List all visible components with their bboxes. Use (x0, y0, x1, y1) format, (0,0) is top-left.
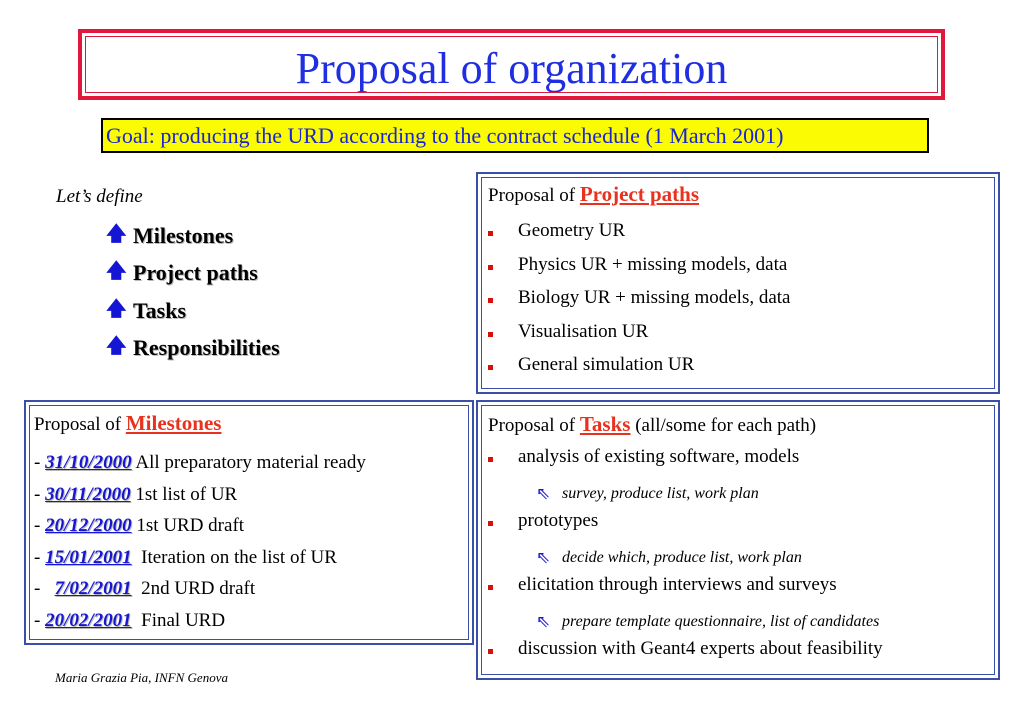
up-arrow-icon: 🡅 (106, 222, 127, 245)
milestone-row (34, 510, 466, 542)
milestone-text: Iteration on the list of UR (131, 546, 337, 568)
milestone-dash: - (34, 483, 46, 505)
tasks-heading-suffix: (all/some for each path) (630, 415, 817, 436)
list-item (488, 220, 992, 254)
up-left-arrow-icon: ⇖ (536, 548, 551, 567)
heading-prefix: Proposal of (488, 185, 580, 206)
task-item (488, 638, 992, 670)
milestone-text: Final URD (131, 609, 226, 631)
list-item-text: Visualisation UR (518, 320, 649, 342)
task-item (488, 510, 992, 542)
milestone-row (34, 542, 466, 574)
tasks-highlight: Tasks (579, 412, 631, 436)
define-list (106, 217, 280, 367)
define-item-label: Project paths (133, 260, 258, 286)
define-item-label: Tasks (133, 297, 187, 323)
milestones-panel (24, 400, 474, 645)
square-bullet-icon (488, 365, 493, 370)
task-item-text: analysis of existing software, models (518, 446, 800, 467)
project-paths-heading (488, 182, 992, 220)
milestone-date: 7/02/2001 (54, 578, 132, 599)
up-arrow-icon: 🡅 (106, 335, 127, 358)
title-box (78, 29, 945, 100)
task-item (488, 574, 992, 606)
task-item-text: discussion with Geant4 experts about feasibility (518, 638, 883, 659)
up-left-arrow-icon: ⇖ (536, 612, 551, 631)
milestone-row (34, 605, 466, 637)
up-left-arrow-icon: ⇖ (536, 484, 551, 503)
square-bullet-icon (488, 521, 493, 526)
goal-banner: Goal: producing the URD according to the contract schedule (1 March 2001) (101, 118, 929, 153)
slide-title: Proposal of organization (295, 44, 728, 93)
milestone-text: 1st list of UR (130, 483, 238, 505)
project-paths-highlight: Project paths (579, 182, 699, 206)
square-bullet-icon (488, 298, 493, 303)
list-item (488, 287, 992, 321)
tasks-panel (476, 400, 1000, 680)
define-item-label: Responsibilities (133, 335, 280, 361)
milestone-row (34, 447, 466, 479)
list-item-text: Biology UR + missing models, data (518, 287, 791, 309)
task-subitem (488, 478, 992, 510)
milestone-row (34, 479, 466, 511)
milestone-text: All preparatory material ready (131, 452, 366, 473)
milestone-row (34, 573, 466, 605)
tasks-heading (488, 412, 992, 446)
up-arrow-icon: 🡅 (106, 297, 127, 320)
task-item-text: elicitation through interviews and surveys (518, 574, 837, 595)
task-subitem-text: decide which, produce list, work plan (562, 549, 802, 566)
task-subitem-text: prepare template questionnaire, list of candidates (562, 613, 880, 630)
footer-author: Maria Grazia Pia, INFN Genova (55, 670, 228, 685)
define-item (106, 292, 280, 330)
square-bullet-icon (488, 649, 493, 654)
square-bullet-icon (488, 332, 493, 337)
heading-prefix: Proposal of (34, 414, 126, 435)
square-bullet-icon (488, 231, 493, 236)
milestone-date: 20/02/2001 (45, 609, 132, 631)
milestone-date: 20/12/2000 (45, 515, 132, 536)
list-item-text: Physics UR + missing models, data (518, 253, 788, 275)
milestone-text: 2nd URD draft (131, 578, 256, 599)
define-item (106, 255, 280, 293)
milestone-dash: - (34, 578, 55, 599)
list-item-text: General simulation UR (518, 354, 695, 376)
list-item (488, 254, 992, 288)
square-bullet-icon (488, 457, 493, 462)
milestone-text: 1st URD draft (131, 515, 245, 536)
task-subitem-text: survey, produce list, work plan (562, 485, 759, 502)
project-paths-panel (476, 172, 1000, 394)
milestone-dash: - (34, 546, 46, 568)
task-item-text: prototypes (518, 510, 599, 531)
define-item-label: Milestones (133, 222, 234, 248)
list-item (488, 321, 992, 355)
milestones-heading (34, 411, 466, 447)
up-arrow-icon: 🡅 (106, 260, 127, 283)
heading-prefix: Proposal of (488, 415, 580, 436)
task-subitem (488, 542, 992, 574)
square-bullet-icon (488, 265, 493, 270)
task-subitem (488, 606, 992, 638)
define-item (106, 217, 280, 255)
define-label: Let’s define (56, 186, 143, 207)
milestone-dash: - (34, 452, 46, 473)
task-item (488, 446, 992, 478)
define-item (106, 330, 280, 368)
milestone-dash: - (34, 609, 46, 631)
milestones-highlight: Milestones (125, 411, 222, 435)
milestone-date: 15/01/2001 (45, 546, 132, 568)
list-item-text: Geometry UR (518, 220, 626, 241)
milestone-date: 30/11/2000 (45, 483, 131, 505)
list-item (488, 354, 992, 388)
square-bullet-icon (488, 585, 493, 590)
milestone-dash: - (34, 515, 46, 536)
milestone-date: 31/10/2000 (45, 452, 132, 473)
